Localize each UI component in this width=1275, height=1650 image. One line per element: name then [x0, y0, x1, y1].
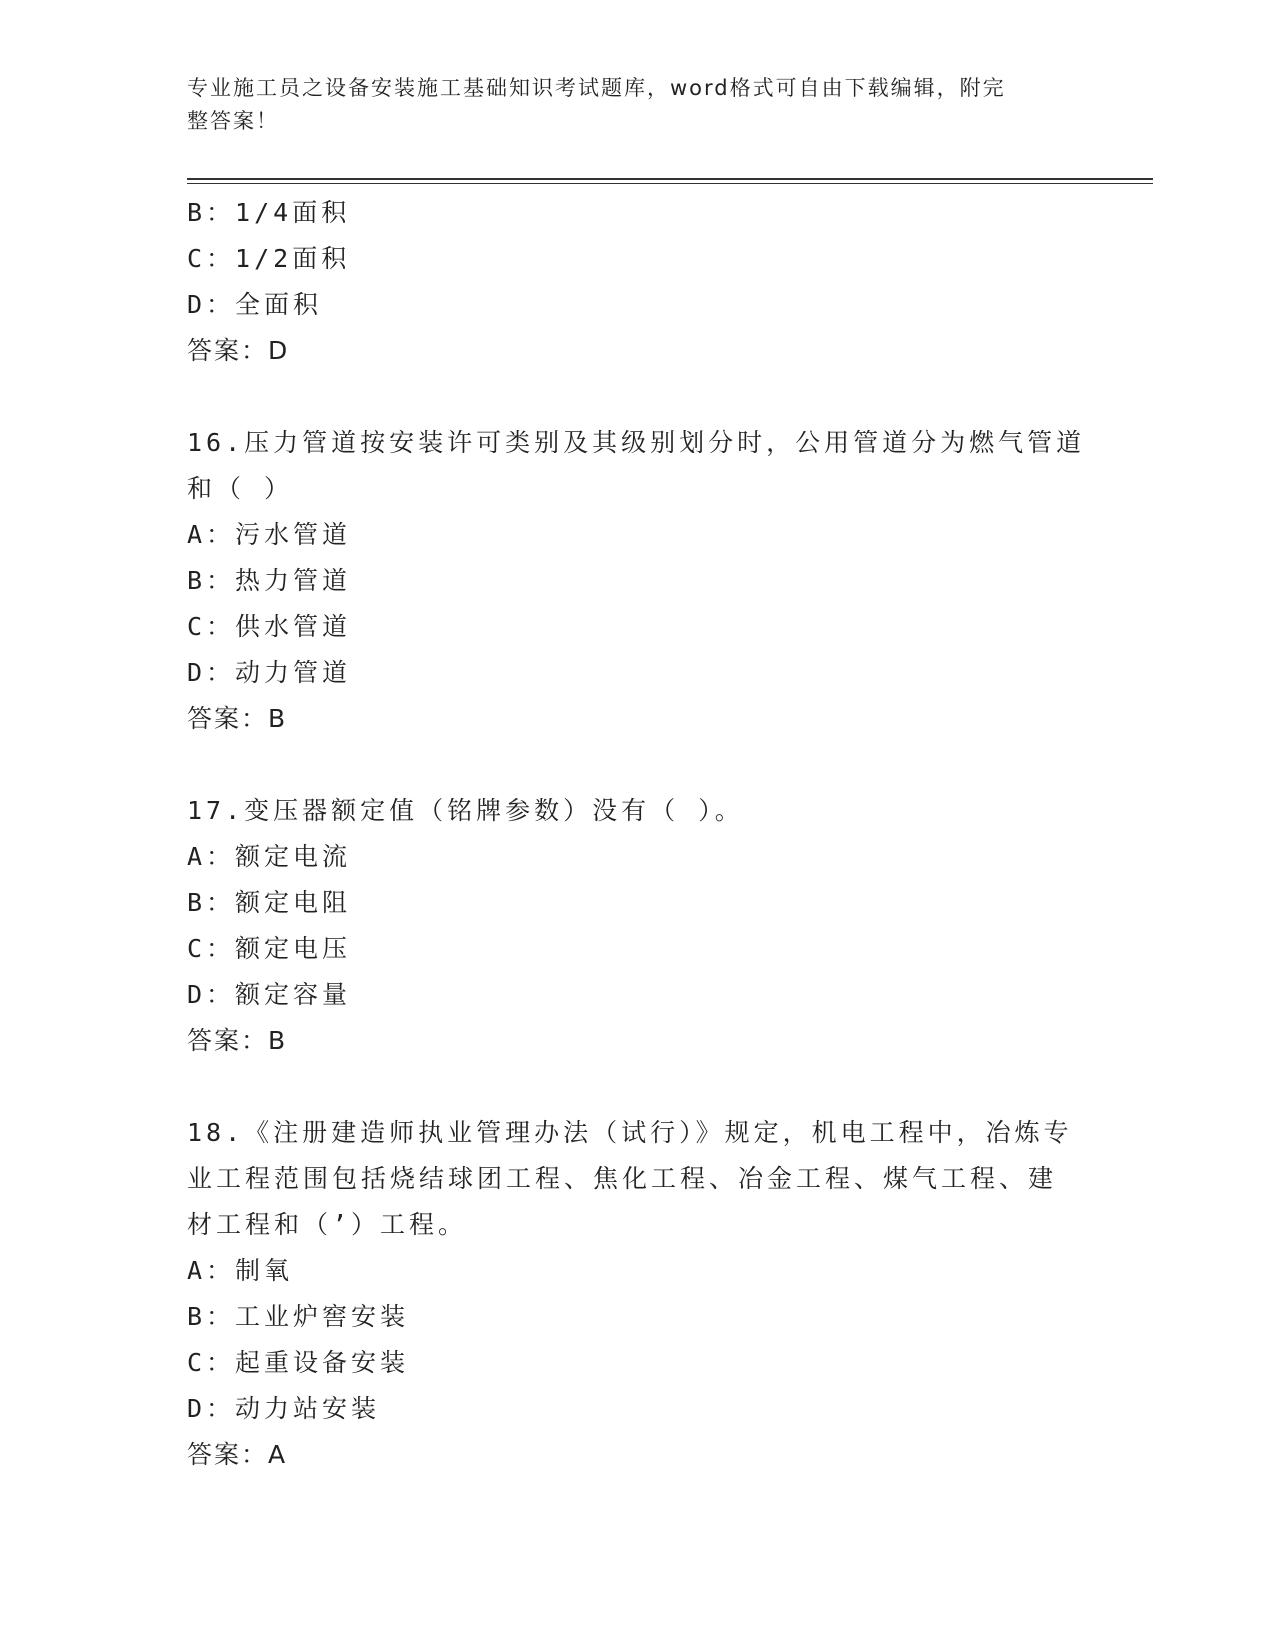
option-d: D：全面积: [187, 290, 323, 319]
option-b: B：1/4面积: [187, 198, 351, 227]
question-stem: 材工程和（’）工程。: [187, 1210, 468, 1239]
option-c: C：额定电压: [187, 934, 352, 963]
option-a: A：制氧: [187, 1256, 294, 1285]
question-stem: 18.《注册建造师执业管理办法（试行）》规定，机电工程中，冶炼专: [187, 1118, 1073, 1147]
answer-label: 答案：D: [187, 336, 290, 365]
question-16: [187, 420, 1087, 742]
header-rule-thick: [187, 178, 1153, 180]
option-b: B：热力管道: [187, 566, 352, 595]
option-b: B：工业炉窖安装: [187, 1302, 410, 1331]
option-c: C：1/2面积: [187, 244, 351, 273]
option-d: D：动力管道: [187, 658, 352, 687]
option-a: A：污水管道: [187, 520, 352, 549]
option-a: A：额定电流: [187, 842, 352, 871]
option-d: D：额定容量: [187, 980, 352, 1009]
answer-label: 答案：A: [187, 1440, 288, 1469]
option-d: D：动力站安装: [187, 1394, 381, 1423]
question-17: [187, 788, 1087, 1064]
option-b: B：额定电阻: [187, 888, 352, 917]
question-stem: 和（ ）: [187, 474, 294, 503]
header-rule-thin: [187, 183, 1153, 184]
spacer: [187, 742, 1087, 788]
question-stem: 16.压力管道按安装许可类别及其级别划分时，公用管道分为燃气管道: [187, 428, 1086, 457]
option-c: C：供水管道: [187, 612, 352, 641]
spacer: [187, 1064, 1087, 1110]
document-header: [187, 72, 1067, 138]
question-stem: 17.变压器额定值（铭牌参数）没有（ ）。: [187, 796, 744, 825]
spacer: [187, 374, 1087, 420]
answer-label: 答案：B: [187, 1026, 288, 1055]
question-18: [187, 1110, 1087, 1478]
option-c: C：起重设备安装: [187, 1348, 410, 1377]
question-stem: 业工程范围包括烧结球团工程、焦化工程、冶金工程、煤气工程、建: [187, 1164, 1058, 1193]
question-list: [187, 190, 1087, 1478]
prev-question: [187, 190, 1087, 374]
header-line-2: 整答案！: [187, 109, 279, 133]
header-line-1: 专业施工员之设备安装施工基础知识考试题库，word格式可自由下载编辑，附完: [187, 76, 1006, 100]
answer-label: 答案：B: [187, 704, 288, 733]
